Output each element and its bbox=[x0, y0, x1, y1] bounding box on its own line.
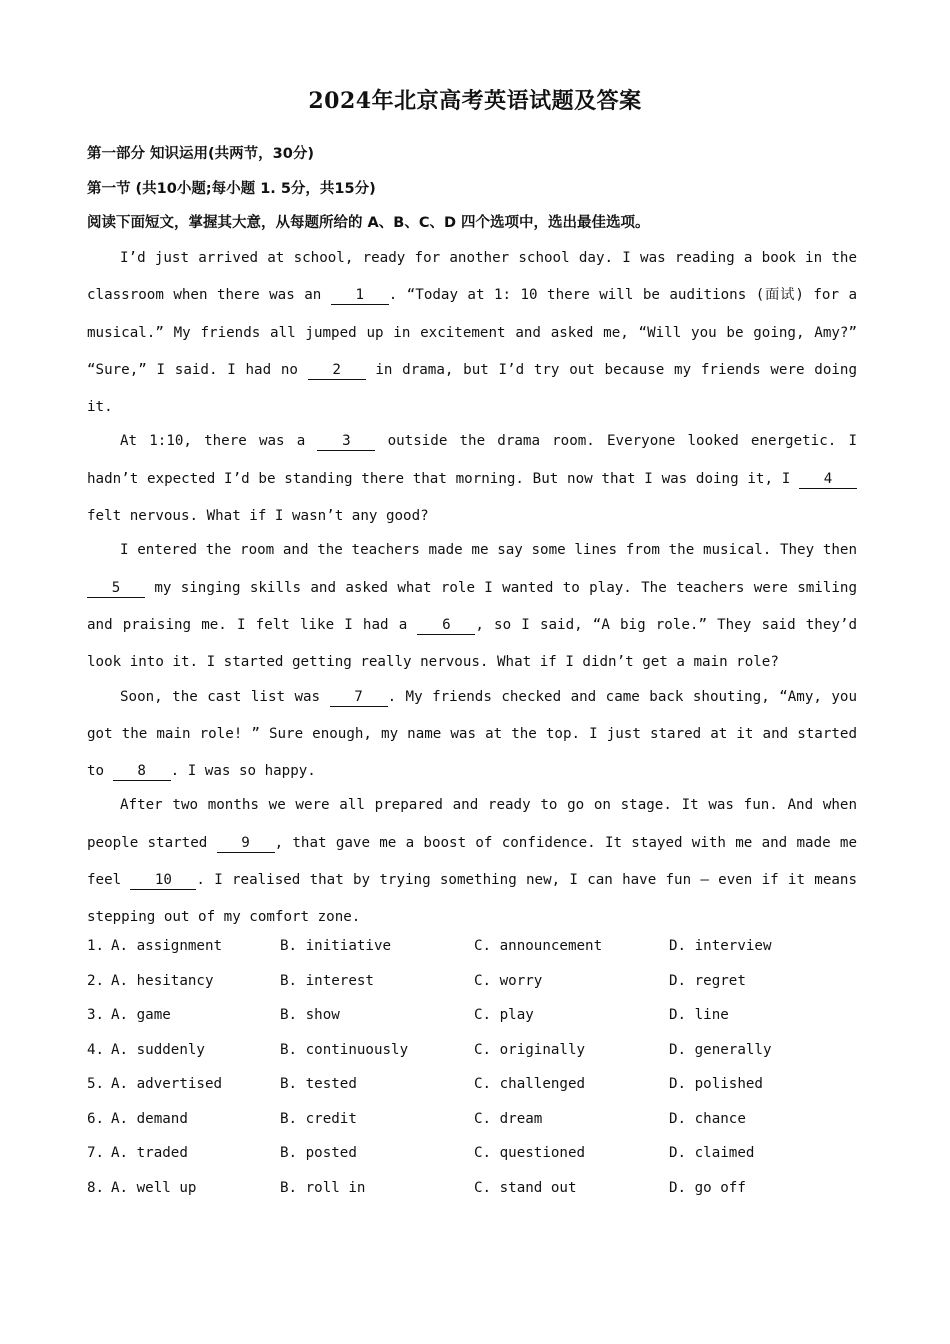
answer-blank[interactable]: 10 bbox=[130, 871, 196, 890]
question-number: 1. bbox=[87, 938, 105, 954]
answer-blank[interactable]: 8 bbox=[113, 762, 171, 781]
answer-blank[interactable]: 4 bbox=[799, 470, 857, 489]
answer-blank[interactable]: 1 bbox=[331, 286, 389, 305]
passage-text: . I realised that by trying something new, I can have fun — even if it means stepping out of my comfort zone. bbox=[87, 872, 857, 926]
answer-blank[interactable]: 9 bbox=[217, 834, 275, 853]
option-c[interactable]: C. announcement bbox=[474, 938, 603, 954]
option-b[interactable]: B. initiative bbox=[280, 938, 392, 954]
page-title: 2024年北京高考英语试题及答案 bbox=[308, 88, 642, 114]
option-a[interactable]: A. hesitancy bbox=[111, 972, 214, 989]
question-number: 5. bbox=[87, 1076, 105, 1092]
question-number: 6. bbox=[87, 1110, 105, 1127]
passage-text: , that gave me a boost of confidence. It stayed with me and made me feel bbox=[87, 834, 857, 889]
passage-text: I entered the room and the teachers made me say some lines from the musical. They then bbox=[120, 542, 857, 559]
question-row bbox=[87, 1180, 887, 1215]
option-d[interactable]: D. generally bbox=[669, 1041, 772, 1058]
option-c[interactable]: C. challenged bbox=[474, 1076, 586, 1092]
question-row bbox=[87, 1007, 887, 1042]
option-c[interactable]: C. questioned bbox=[474, 1145, 586, 1161]
option-b[interactable]: B. interest bbox=[280, 972, 374, 989]
question-number: 8. bbox=[87, 1179, 105, 1196]
option-a[interactable]: A. well up bbox=[111, 1179, 197, 1196]
passage-text: in drama, but I’d try out because my friends were doing it. bbox=[87, 361, 857, 416]
options-list bbox=[87, 938, 887, 1214]
option-b[interactable]: B. credit bbox=[280, 1110, 357, 1127]
passage-text: felt nervous. What if I wasn’t any good? bbox=[87, 508, 429, 525]
option-d[interactable]: D. interview bbox=[669, 938, 772, 954]
option-d[interactable]: D. polished bbox=[669, 1076, 763, 1092]
passage-paragraph bbox=[87, 423, 857, 535]
part-heading: 第一部分 知识运用(共两节，30分) bbox=[87, 146, 314, 162]
question-row bbox=[87, 973, 887, 1008]
passage-text: I’d just arrived at school, ready for another school day. I was reading a book in the classroom when there was an bbox=[87, 250, 857, 304]
option-c[interactable]: C. originally bbox=[474, 1041, 586, 1058]
question-row bbox=[87, 938, 887, 973]
option-d[interactable]: D. regret bbox=[669, 972, 746, 989]
option-c[interactable]: C. dream bbox=[474, 1110, 543, 1127]
passage-text: . “Today at 1: 10 there will be auditions (面试) for a musical.” My friends all jumped up in excitement and asked me, “Will you be going, Amy?” “Sure,” I said. I had no bbox=[87, 287, 857, 378]
question-row bbox=[87, 1076, 887, 1111]
option-b[interactable]: B. continuously bbox=[280, 1041, 409, 1058]
question-number: 2. bbox=[87, 972, 105, 989]
answer-blank[interactable]: 3 bbox=[317, 432, 375, 451]
option-a[interactable]: A. assignment bbox=[111, 938, 223, 954]
passage-paragraph bbox=[87, 240, 857, 426]
option-b[interactable]: B. roll in bbox=[280, 1179, 366, 1196]
question-row bbox=[87, 1042, 887, 1077]
option-d[interactable]: D. line bbox=[669, 1007, 729, 1023]
question-number: 3. bbox=[87, 1007, 105, 1023]
option-a[interactable]: A. suddenly bbox=[111, 1041, 205, 1058]
option-c[interactable]: C. play bbox=[474, 1007, 534, 1023]
instruction-text: 阅读下面短文，掌握其大意，从每题所给的 A、B、C、D 四个选项中，选出最佳选项。 bbox=[87, 215, 650, 231]
cloze-passage bbox=[87, 240, 857, 934]
passage-text: . I was so happy. bbox=[170, 763, 316, 780]
question-row bbox=[87, 1145, 887, 1180]
answer-blank[interactable]: 6 bbox=[417, 616, 475, 635]
option-d[interactable]: D. chance bbox=[669, 1110, 746, 1127]
option-b[interactable]: B. posted bbox=[280, 1145, 357, 1161]
answer-blank[interactable]: 5 bbox=[87, 579, 145, 598]
answer-blank[interactable]: 7 bbox=[330, 688, 388, 707]
option-d[interactable]: D. claimed bbox=[669, 1145, 755, 1161]
question-number: 7. bbox=[87, 1145, 105, 1161]
option-a[interactable]: A. traded bbox=[111, 1145, 188, 1161]
passage-text: my singing skills and asked what role I wanted to play. The teachers were smiling and praising me. I felt like I had a bbox=[87, 579, 857, 633]
section-heading: 第一节 (共10小题;每小题 1. 5分，共15分) bbox=[87, 181, 376, 197]
passage-text: At 1:10, there was a bbox=[120, 433, 318, 450]
option-c[interactable]: C. stand out bbox=[474, 1179, 577, 1196]
question-row bbox=[87, 1111, 887, 1146]
option-b[interactable]: B. tested bbox=[280, 1076, 357, 1092]
option-a[interactable]: A. advertised bbox=[111, 1076, 223, 1092]
passage-text: outside the drama room. Everyone looked energetic. I hadn’t expected I’d be standing there that morning. But now that I was doing it, I bbox=[87, 433, 857, 487]
option-d[interactable]: D. go off bbox=[669, 1179, 746, 1196]
passage-paragraph bbox=[87, 787, 857, 936]
passage-paragraph bbox=[87, 679, 857, 791]
passage-text: After two months we were all prepared and ready to go on stage. It was fun. And when people started bbox=[87, 797, 857, 851]
question-number: 4. bbox=[87, 1041, 105, 1058]
option-a[interactable]: A. game bbox=[111, 1007, 171, 1023]
option-c[interactable]: C. worry bbox=[474, 972, 543, 989]
option-a[interactable]: A. demand bbox=[111, 1110, 188, 1127]
passage-text: , so I said, “A big role.” They said they’d look into it. I started getting really nervous. What if I didn’t get a main role? bbox=[87, 616, 857, 671]
option-b[interactable]: B. show bbox=[280, 1007, 340, 1023]
passage-text: . My friends checked and came back shouting, “Amy, you got the main role! ” Sure enough, my name was at the top. I just stared at it and started to bbox=[87, 688, 858, 780]
passage-text: Soon, the cast list was bbox=[120, 688, 330, 705]
answer-blank[interactable]: 2 bbox=[308, 361, 366, 380]
passage-paragraph bbox=[87, 532, 857, 681]
